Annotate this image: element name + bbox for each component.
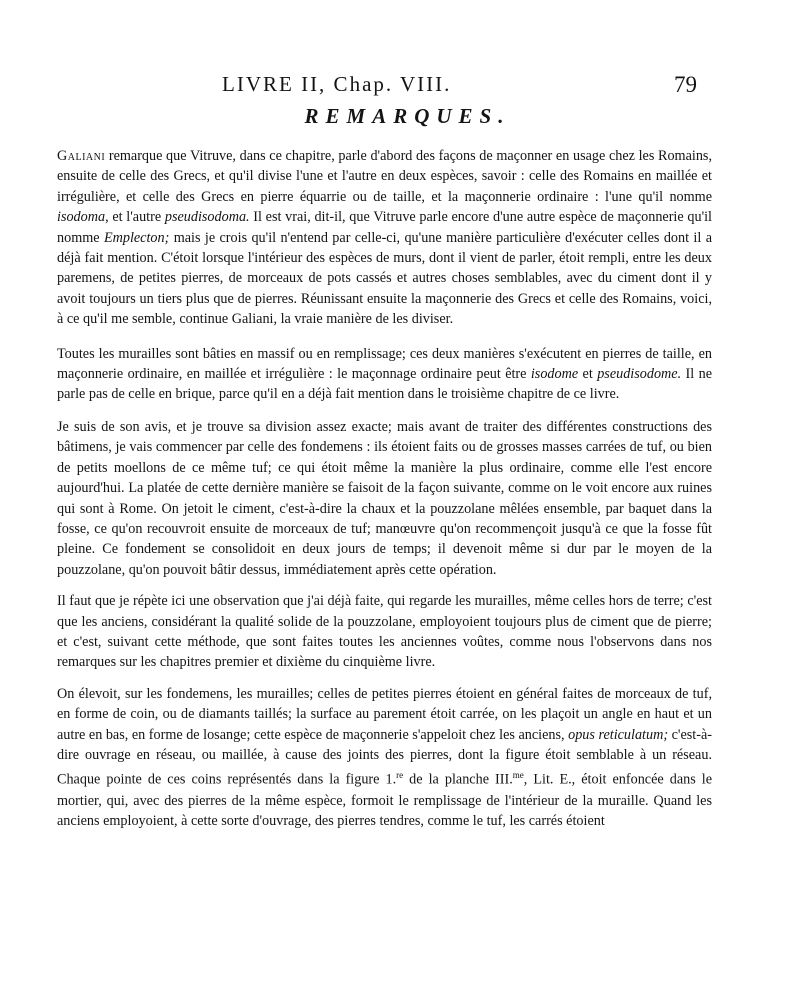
italic-term: isodome bbox=[530, 366, 579, 383]
text-run: Il faut que je répète ici une observation que j'ai déjà faite, qui regarde les murailles, même celles hors de terre; c'est que les anciens, considérant la qualité solide de la pouzzolane, employoient toujours plus de ciment que de pierre; et c'est, suivant cette méthode, que sont faites toutes les anciennes voûtes, comme nous l'observons dans nos remarques sur les chapitres premier et dixième du cinquième livre. bbox=[57, 593, 712, 671]
italic-term: opus reticulatum; bbox=[568, 726, 669, 743]
lead-word: Galiani bbox=[57, 148, 106, 164]
section-title: REMARQUES. bbox=[304, 104, 511, 128]
text-run: On élevoit, sur les fondemens, les murailles; celles de petites pierres étoient en général faites de morceaux de tuf, en forme de coin, ou de diamants taillés; la surface au parement étoit carrée, on les plaçoit un angle en haut et un autre en bas, en forme de losange; cette espèce de maçonnerie s'appeloit chez les anciens, bbox=[57, 685, 712, 743]
page-number: 79 bbox=[674, 72, 697, 97]
paragraph-4 bbox=[57, 591, 712, 673]
text-run: , Lit. E., étoit enfoncée dans le mortier, qui, avec des pierres de la même espèce, formoit le remplissage de l'intérieur de la muraille. Quand les anciens employoient, à cette sorte d'ouvrage, des pierres tendres, comme le tuf, les carrés étoient bbox=[57, 772, 713, 829]
superscript: me bbox=[512, 770, 524, 781]
text-run: de la planche III. bbox=[403, 772, 513, 789]
text-run: et bbox=[578, 366, 598, 383]
italic-term: pseudisodome. bbox=[597, 366, 682, 383]
text-run: , et l'autre bbox=[105, 209, 165, 226]
paragraph-2 bbox=[57, 344, 712, 405]
text-run: mais je crois qu'il n'entend par celle-ci, qu'une manière particulière d'exécuter celles dont il a déjà fait mention. C'étoit lorsque l'intérieur des espèces de murs, dont il vient de parler, étoit rempli, entre les deux paremens, de petites pierres, de morceaux de pots cassés et autres choses semblables, avec du ciment dont il y avoit toujours un tiers plus que de pierres. Réunissant ensuite la maçonnerie des Grecs et celle des Romains, voici, à ce qu'il me semble, continue Galiani, la vraie manière de les diviser. bbox=[57, 229, 712, 328]
paragraph-1 bbox=[57, 146, 712, 330]
text-run: c'est-à-dire ouvrage en réseau, ou maillée, à cause des joints des pierres, dont la figure étoit semblable à un réseau. Chaque pointe de ces coins représentés dans la figure 1. bbox=[57, 726, 712, 789]
italic-term: pseudisodoma. bbox=[164, 209, 250, 226]
text-run: Il ne parle pas de celle en brique, parce qu'il en a déjà fait mention dans le troisième chapitre de ce livre. bbox=[57, 366, 712, 403]
paragraph-3 bbox=[57, 417, 712, 580]
running-title: LIVRE II, Chap. VIII. bbox=[222, 72, 452, 96]
italic-term: isodoma bbox=[57, 209, 106, 226]
paragraph-5 bbox=[57, 684, 712, 832]
superscript: re bbox=[396, 770, 404, 781]
italic-term: Emplecton; bbox=[103, 229, 170, 246]
body-text bbox=[57, 146, 712, 843]
text-run: Il est vrai, dit-il, que Vitruve parle encore d'une autre espèce de maçonnerie qu'il nomme bbox=[57, 209, 713, 246]
text-run: Je suis de son avis, et je trouve sa division assez exacte; mais avant de traiter des différentes constructions des bâtimens, je vais commencer par celle des fondemens : ils étoient faits ou de grosses masses carrées de tuf, ou bien de petits moellons de ce même tuf; ce qui étoit même la manière la plus ordinaire, comme elle l'est encore aujourd'hui. La platée de cette dernière manière se faisoit de la façon suivante, comme on le voit encore aux ruines qui sont à Rome. On jetoit le ciment, c'est-à-dire la chaux et la pouzzolane mêlées ensemble, par baquet dans la fosse, ce qu'on recouvroit ensuite de morceaux de tuf; manœuvre qu'on recommençoit jusqu'à ce que la fosse fût pleine. Ce fondement se consolidoit en deux jours de temps; il devenoit même si dur par le moyen de la pouzzolane, qu'on pouvoit bâtir dessus, immédiatement après cette opération. bbox=[57, 418, 712, 578]
text-run: remarque que Vitruve, dans ce chapitre, parle d'abord des façons de maçonner en usage chez les Romains, ensuite de celle des Grecs, et qu'il divise l'une et l'autre en deux espèces, savoir : celle des Romains en maillée et irrégulière, et celle des Grecs en pierre équarrie ou de taille, et la maçonnerie ordinaire : l'une qu'il nomme bbox=[57, 148, 712, 205]
text-run: Toutes les murailles sont bâties en massif ou en remplissage; ces deux manières s'exécutent en pierres de taille, en maçonnerie ordinaire, en maillée et irrégulière : le maçonnage ordinaire peut être bbox=[57, 345, 712, 383]
running-head bbox=[0, 72, 791, 104]
